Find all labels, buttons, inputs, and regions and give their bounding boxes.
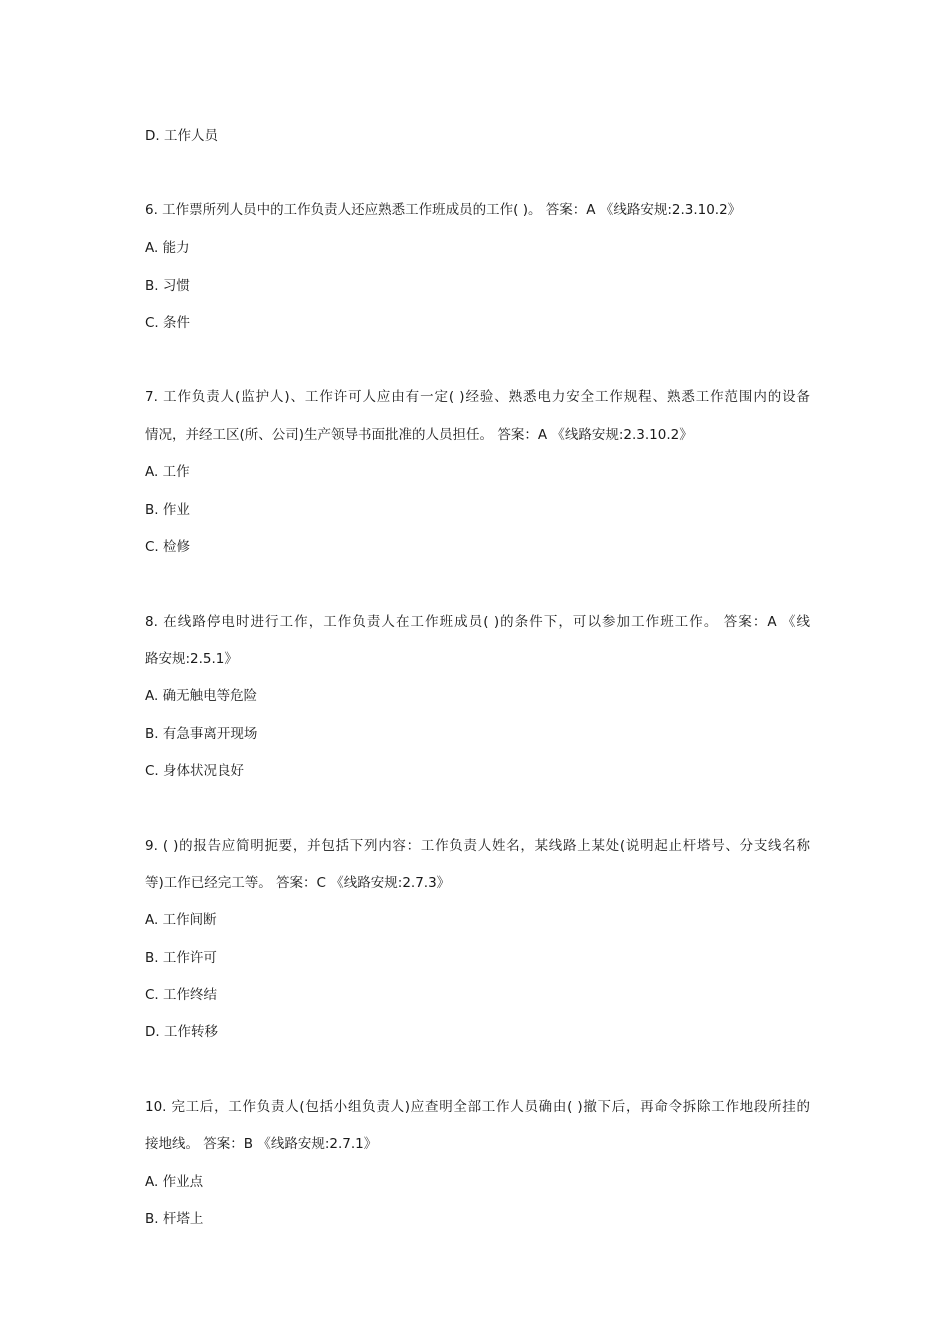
- option-5d: D. 工作人员: [145, 128, 218, 144]
- option-8c: C. 身体状况良好: [145, 763, 245, 779]
- option-9d: D. 工作转移: [145, 1024, 218, 1040]
- question-9-line-2: 等)工作已经完工等。 答案：C 《线路安规:2.7.3》: [145, 875, 451, 891]
- option-9b: B. 工作许可: [145, 950, 217, 966]
- question-6: 6. 工作票所列人员中的工作负责人还应熟悉工作班成员的工作( )。 答案：A 《线路安规:2.3.10.2》: [145, 202, 742, 218]
- option-7a: A. 工作: [145, 464, 190, 480]
- option-9a: A. 工作间断: [145, 912, 217, 928]
- option-6b: B. 习惯: [145, 278, 190, 294]
- question-7-line-2: 情况，并经工区(所、公司)生产领导书面批准的人员担任。 答案：A 《线路安规:2.3.10.2》: [145, 427, 693, 443]
- question-8-line-2: 路安规:2.5.1》: [145, 651, 238, 667]
- option-10a: A. 作业点: [145, 1174, 204, 1190]
- option-8a: A. 确无触电等危险: [145, 688, 258, 704]
- option-6a: A. 能力: [145, 240, 190, 256]
- option-10b: B. 杆塔上: [145, 1211, 204, 1227]
- question-8-line-1: 8. 在线路停电时进行工作，工作负责人在工作班成员( )的条件下，可以参加工作班工作。 答案：A 《线: [145, 614, 810, 630]
- option-8b: B. 有急事离开现场: [145, 726, 258, 742]
- question-9-line-1: 9. ( )的报告应简明扼要，并包括下列内容：工作负责人姓名，某线路上某处(说明起止杆塔号、分支线名称: [145, 838, 810, 854]
- option-7c: C. 检修: [145, 539, 191, 555]
- question-10-line-2: 接地线。 答案：B 《线路安规:2.7.1》: [145, 1136, 378, 1152]
- question-7-line-1: 7. 工作负责人(监护人)、工作许可人应由有一定( )经验、熟悉电力安全工作规程、熟悉工作范围内的设备: [145, 389, 810, 405]
- option-6c: C. 条件: [145, 315, 191, 331]
- question-10-line-1: 10. 完工后，工作负责人(包括小组负责人)应查明全部工作人员确由( )撤下后，再命令拆除工作地段所挂的: [145, 1099, 810, 1115]
- option-7b: B. 作业: [145, 502, 190, 518]
- option-9c: C. 工作终结: [145, 987, 218, 1003]
